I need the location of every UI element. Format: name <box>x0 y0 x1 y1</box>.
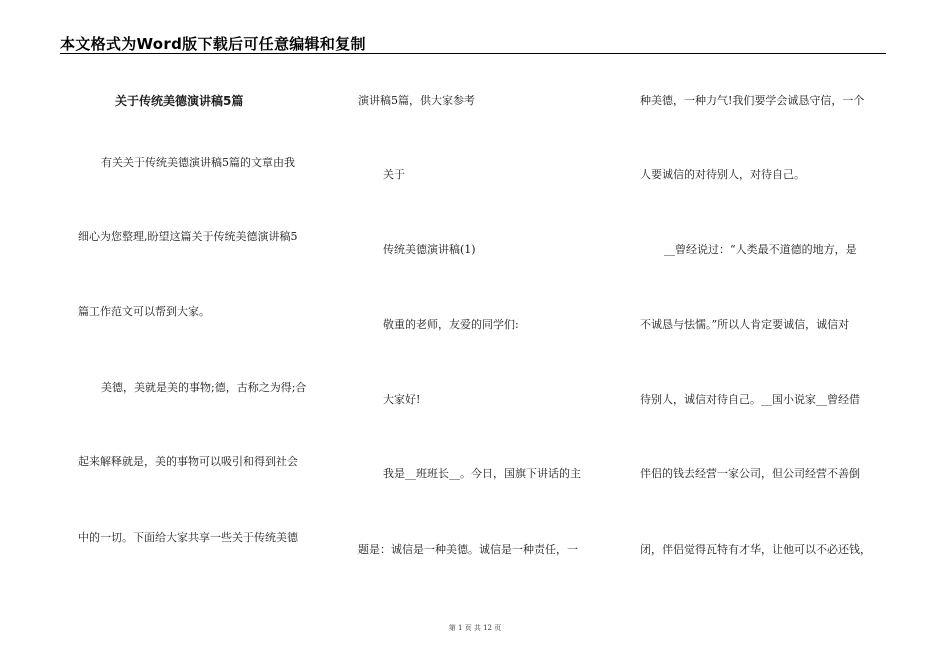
text-line: 关于 <box>383 168 405 181</box>
text-line: 闭，伴侣觉得瓦特有才华，让他可以不必还钱， <box>640 543 871 556</box>
text-line: 伴侣的钱去经营一家公司，但公司经营不善倒 <box>640 467 860 480</box>
text-line: 传统美德演讲稿(1) <box>383 243 476 256</box>
text-line: 待别人，诚信对待自己。__国小说家__曾经借 <box>640 393 860 406</box>
text-line: 人要诚信的对待别人，对待自己。 <box>640 168 805 181</box>
text-line: 不诚恳与怯懦。”所以人肯定要诚信，诚信对 <box>640 318 850 331</box>
text-line: 敬重的老师，友爱的同学们: <box>383 318 519 331</box>
document-banner: 本文格式为Word版下载后可任意编辑和复制 <box>60 35 366 53</box>
text-line: 篇工作范文可以帮到大家。 <box>78 305 210 318</box>
text-line: 起来解释就是，美的事物可以吸引和得到社会 <box>78 455 298 468</box>
text-line: __曾经说过：“人类最不道德的地方，是 <box>664 243 857 256</box>
text-line: 美德，美就是美的事物;德，古称之为得;合 <box>101 381 307 394</box>
text-line: 中的一切。下面给大家共享一些关于传统美德 <box>78 531 298 544</box>
document-title: 关于传统美德演讲稿5篇 <box>115 94 244 108</box>
text-line: 题是：诚信是一种美德。诚信是一种责任，一 <box>358 543 578 556</box>
text-line: 大家好! <box>383 393 421 406</box>
text-line: 细心为您整理,盼望这篇关于传统美德演讲稿5 <box>78 230 298 243</box>
text-line: 我是__班班长__。今日，国旗下讲话的主 <box>383 467 581 480</box>
page-number-footer: 第 1 页 共 12 页 <box>448 624 502 632</box>
text-line: 演讲稿5篇，供大家参考 <box>358 94 475 107</box>
text-line: 种美德，一种力气!我们要学会诚恳守信，一个 <box>640 94 865 107</box>
header-rule <box>60 53 886 54</box>
text-line: 有关关于传统美德演讲稿5篇的文章由我 <box>101 156 295 169</box>
